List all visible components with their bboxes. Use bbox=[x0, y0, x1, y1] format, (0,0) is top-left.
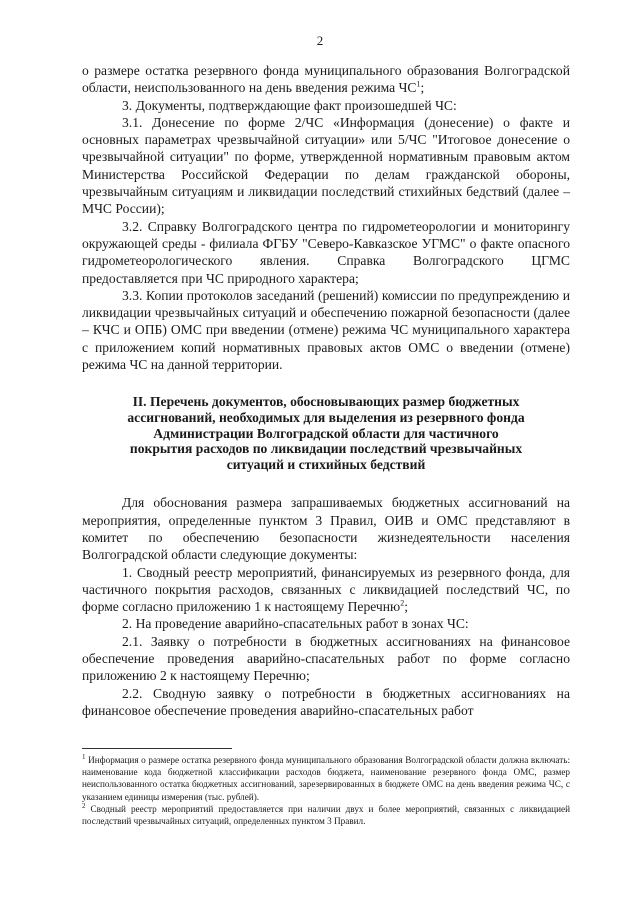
page-number: 2 bbox=[316, 33, 324, 48]
paragraph-item-3-1: 3.1. Донесение по форме 2/ЧС «Информация (донесение) о факте и основных параметрах чрезвычайной ситуации» или 5/ЧС "Итоговое донесение о чрезвычайной ситуации" по форме, утвержденной нормативным правовым актом Министерства Российской Федерации по делам гражданской обороны, чрезвычайным ситуациям и ликвидации последствий стихийных бедствий (далее – МЧС России); bbox=[82, 114, 570, 217]
heading-line: ассигнований, необходимых для выделения из резервного фонда bbox=[127, 409, 525, 425]
footnote bbox=[82, 803, 570, 827]
paragraph-reserve-fund bbox=[82, 62, 570, 97]
paragraph-item-3: 3. Документы, подтверждающие факт произошедшей ЧС: bbox=[122, 97, 457, 113]
footnote bbox=[82, 754, 570, 803]
heading-line: II. Перечень документов, обосновывающих размер бюджетных bbox=[132, 394, 520, 410]
footnote-ref: 2 bbox=[400, 598, 405, 608]
paragraph-item-2-2: 2.2. Сводную заявку о потребности в бюджетных ассигнованиях на финансовое обеспечение проведения аварийно-спасательных работ bbox=[82, 685, 570, 718]
footnote-text: Информация о размере остатка резервного фонда муниципального образования Волгоградской области должна включать: наименование кода бюджетной классификации расходов бюджета, наименование резервного фонда ОМС, размер неиспользованного остатка бюджетных ассигнований, зарезервированных в бюджете ОМС на день введения режима ЧС, с указанием единицы измерения (тыс. рублей). bbox=[82, 755, 571, 802]
footnotes bbox=[82, 754, 570, 827]
paragraph-intro: Для обоснования размера запрашиваемых бюджетных ассигнований на мероприятия, определенные пунктом 3 Правил, ОИВ и ОМС представляют в комитет по обеспечению безопасности жизнедеятельности населения Волгоградской области следующие документы: bbox=[82, 495, 570, 563]
heading-line: покрытия расходов по ликвидации последствий чрезвычайных bbox=[129, 441, 523, 457]
document-body bbox=[82, 62, 570, 719]
paragraph-item-2: 2. На проведение аварийно-спасательных работ в зонах ЧС: bbox=[122, 616, 469, 632]
paragraph-item-3-2: 3.2. Справку Волгоградского центра по гидрометеорологии и мониторингу окружающей среды - филиала ФГБУ "Северо-Кавказское УГМС" о факте опасного гидрометеорологического явления. Справка Волгоградского ЦГМС предоставляется при ЧС природного характера; bbox=[82, 218, 570, 286]
heading-line: Администрации Волгоградской области для частичного bbox=[153, 425, 499, 441]
paragraph-text: 1. Сводный реестр мероприятий, финансируемых из резервного фонда, для частичного покрытия расходов, связанных с ликвидацией последствий ЧС, по форме согласно приложению 1 к настоящему Перечню bbox=[82, 564, 570, 615]
footnote-divider bbox=[82, 748, 232, 749]
footnote-mark: 2 bbox=[82, 801, 86, 810]
heading-line: ситуаций и стихийных бедствий bbox=[226, 456, 426, 472]
paragraph-item-2-1: 2.1. Заявку о потребности в бюджетных ассигнованиях на финансовое обеспечение проведения аварийно-спасательных работ по форме согласно приложению 2 к настоящему Перечню; bbox=[82, 633, 570, 684]
footnote-mark: 1 bbox=[82, 752, 86, 761]
punctuation: ; bbox=[420, 80, 425, 96]
punctuation: ; bbox=[404, 599, 408, 615]
paragraph-item-1 bbox=[82, 564, 570, 616]
paragraph-item-3-3: 3.3. Копии протоколов заседаний (решений) комиссии по предупреждению и ликвидации чрезвычайных ситуаций и обеспечению пожарной безопасности (далее – КЧС и ОПБ) ОМС при введении (отмене) режима ЧС муниципального характера с приложением копий нормативных правовых актов ОМС о введении (отмене) режима ЧС на данной территории. bbox=[82, 287, 570, 373]
footnote-ref: 1 bbox=[416, 79, 421, 89]
paragraph-text: о размере остатка резервного фонда муниципального образования Волгоградской области, неиспользованного на день введения режима ЧС bbox=[82, 63, 570, 96]
section-heading bbox=[82, 394, 570, 472]
footnote-text: Сводный реестр мероприятий предоставляется при наличии двух и более мероприятий, связанных с ликвидацией последствий чрезвычайных ситуаций, определенных пунктом 3 Правил. bbox=[82, 803, 570, 827]
